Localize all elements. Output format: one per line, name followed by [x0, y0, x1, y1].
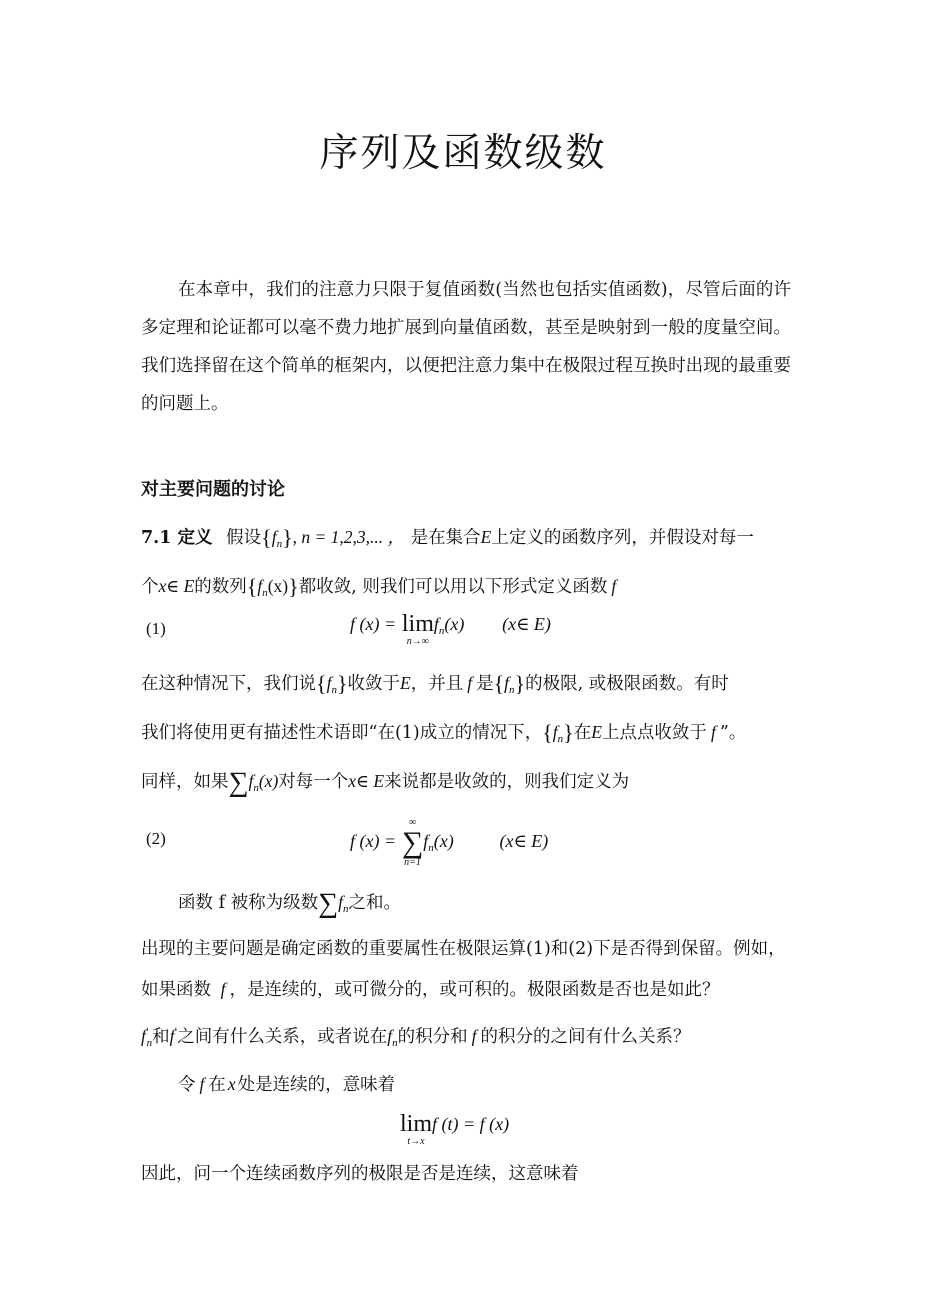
def-text: 假设 — [226, 528, 262, 548]
para7: 因此，问一个连续函数序列的极限是否是连续，这意味着 — [141, 1164, 579, 1184]
def-text: 的数列 — [194, 577, 247, 597]
equation-1-number: (1) — [146, 619, 166, 638]
eq1-rhs: f — [433, 614, 439, 634]
fnx-arg: (x) — [267, 576, 289, 596]
def-text: 是在集合 — [405, 528, 481, 548]
set-symbol: E — [480, 527, 492, 547]
def-comma: , — [292, 527, 302, 547]
definition-line-2: 个x∈ E的数列$\{f_n(x)\}$都收敛, 则我们可以用以下形式定义函数 f — [141, 574, 617, 599]
sum-operator: ∞ ∑ n=1 — [401, 817, 424, 868]
para2-line-1: 在这种情况下，我们说$\{f_n\}$收敛于E，并且 f 是$\{f_n\}$的极限, 或极限函数。有时 — [141, 671, 729, 696]
para4-line-1: 出现的主要问题是确定函数的重要属性在极限运算(1)和(2)下是否得到保留。例如，如果函数 f ，是连续的，或可微分的，或可积的。极限函数是否也是如此？ — [141, 939, 786, 1000]
eq1-lhs: f (x) = — [350, 614, 397, 634]
equation-1: f (x) = lim n→∞ $f_n(x)$ (x∈ E) — [350, 611, 551, 647]
page-title: 序列及函数级数 — [319, 131, 607, 176]
eq1-domain: (x∈ E) — [502, 614, 551, 634]
para6: 令 f 在 x 处是连续的，意味着 — [178, 1074, 396, 1095]
para4-continued: ，是连续的，或可微分的，或可积的。极限函数是否也是如此？ — [229, 980, 720, 1000]
intro-paragraph: 在本章中，我们的注意力只限于复值函数(当然也包括实值函数)，尽管后面的许多定理和论证都可以毫不费力地扩展到向量值函数，甚至是映射到一般的度量空间。我们选择留在这个简单的框架内，以便把注意力集中在极限过程互换时出现的最重要的问题上。 — [141, 280, 791, 414]
definition-label: 7.1 定义 — [141, 528, 213, 548]
def-text: 个 — [141, 577, 159, 597]
f-symbol: f — [220, 979, 226, 999]
para5: $f'_n$和f'之间有什么关系，或者说在$f_n$的积分和 f 的积分的之间有什么关系？ — [141, 1026, 691, 1049]
para2-line-2: 我们将使用更有描述性术语即“在(1)成立的情况下，$\{f_n\}$在E上点点收敛于 f ”。 — [141, 720, 747, 745]
def-text: 上定义的函数序列，并假设对每一 — [491, 528, 754, 548]
fnx-symbol: f — [257, 576, 263, 596]
para2-line-3: 同样，如果$\sum f_n(x)$对每一个x∈ E来说都是收敛的，则我们定义为 — [141, 767, 630, 798]
equation-2-number: (2) — [146, 829, 166, 848]
f-symbol: f — [611, 576, 617, 596]
seq-subscript: n — [276, 538, 283, 550]
def-text: 都收敛, 则我们可以用以下形式定义函数 — [298, 577, 608, 597]
x-in-E: x∈ E — [158, 576, 195, 596]
equation-3: lim t→x f (t) = f (x) — [400, 1111, 510, 1147]
lim-operator: lim n→∞ — [401, 611, 434, 647]
seq-symbol: f — [271, 527, 277, 547]
equation-2: f (x) = ∞ ∑ n=1 $f_n(x)$ (x∈ E) — [350, 817, 549, 868]
section-heading: 对主要问题的讨论 — [141, 479, 285, 500]
n-range: n = 1,2,3,... ， — [301, 527, 406, 547]
para3: 函数 f 被称为级数$\sum f_n$之和。 — [178, 888, 401, 919]
definition-line-1: 7.1 定义 假设$\{f_n\}$, n = 1,2,3,... ， 是在集合E上定义的函数序列，并假设对每一 — [141, 525, 754, 550]
